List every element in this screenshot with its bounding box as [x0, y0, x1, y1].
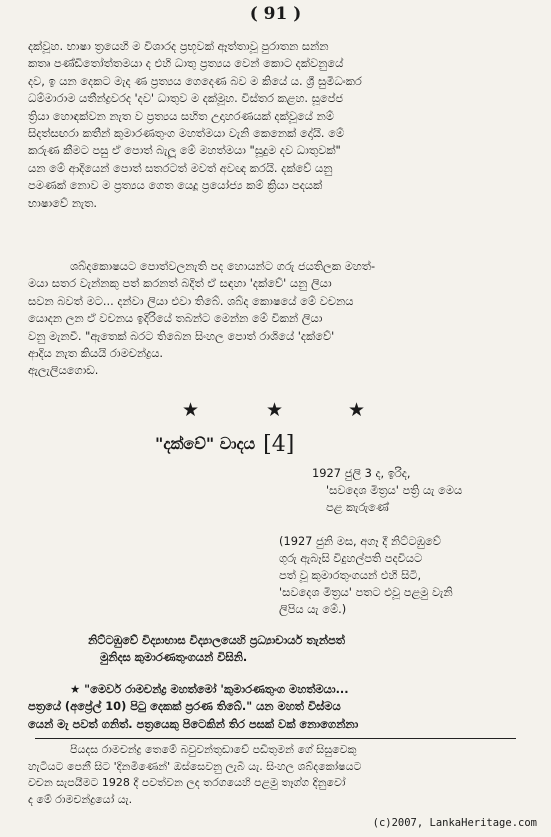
author-block: [88, 632, 345, 666]
paragraph-1: [28, 38, 533, 212]
text-line: දව, ඉ යන දෙකට මැද ණ ප්‍රත්‍යය ගෙදෙණ බව ම කියේ ය. ශ්‍රී සුමීධංකර: [28, 73, 362, 88]
text-line: මුනිදස කුමාරණතුංගයන් විසිනි.: [100, 650, 248, 664]
source-block: [312, 465, 462, 516]
text-line: පමණක් නොව ම ප්‍රත්‍යය ගෙත යෙදූ ප්‍රයෝජ්‍ය කම් ක්‍රියා පදයක්: [28, 178, 323, 193]
copyright-notice: (c)2007, LankaHeritage.com: [372, 817, 537, 829]
text-line: ලිපිය යැ මේ.): [279, 602, 347, 616]
note-block: [279, 533, 453, 618]
text-line: ත්‍රියා හොඳක්වන නැත ව ප්‍රත්‍යය සහිත උදාහරණයක් දක්වූයේ නම්: [28, 108, 334, 123]
paragraph-3: [28, 681, 533, 733]
text-line: හැටියට පෙනී සිට 'දිනමිණෙන්' ඔස්සෙවනු ලැබී යැ. සිංහල ශබ්දකෝෂයට: [28, 759, 362, 773]
text-line: වනු මැනවී. "ඇතෙක් බරට තිබෙන සිංහල පොත් රාශියේ 'දක්වේ': [28, 328, 335, 343]
text-line: 'සවදෙශ මිත්‍රය' පත්‍රි යැ මෙය: [326, 483, 463, 497]
text-line: භාෂාවේ නැත.: [28, 195, 98, 210]
text-line: කරුණ කීමට පසු ඒ පොත් බැලූ මේ මහත්මයා "සූදුම දව ධාතුවක්": [28, 143, 341, 158]
text-line: ධම්මාරාම යතීන්ද්‍රවරද 'දව' ධාතුව ම දක්මූහ. විස්තර කළහ. සූපේජ: [28, 91, 344, 106]
section-divider-stars: [0, 400, 551, 420]
text-line: 1927 ජුලි 3 ද, ඉරිද,: [312, 466, 411, 480]
text-line: පත් වූ කුමාරතුංගයන් එහි සිටි,: [279, 568, 422, 582]
text-line: දක්වූහ. භාෂා ත්‍රයෙහි ම විශාරද ප්‍රභූවක් ඈත්තාවූ පුරාතන සන්න: [28, 39, 329, 53]
section-number: [4]: [263, 432, 295, 457]
text-line: ගුරු ඇබෑසි විදුහල්පති පදවියට: [279, 551, 423, 565]
text-line: ආදිය නැත කියයි රාමචන්ද්‍රය.: [28, 346, 164, 361]
text-line: වචන සැපයීමට 1928 දී පවත්වන ලද තරගයෙහි පළමු තෑග්ග දිනුවෝ: [28, 776, 346, 789]
text-line: සවන බවත් මට... දන්වා ලියා එවා තිබේ. ශබ්ද කොෂයේ මේ වචනය: [28, 293, 354, 308]
star-icon: ★: [182, 399, 200, 421]
text-line: සිදත්සඟරා කතීන් කුමාරණතුංග මහත්මයා වැනි කෙනෙක් දෝයි. මේ: [28, 126, 345, 141]
paragraph-2: [28, 258, 533, 380]
star-icon: ★: [348, 399, 366, 421]
text-line: මයා සතර වැන්නකු පත් කරනත් බදිත් ඒ සඳහා 'දක්වේ' යනු ලියා: [28, 276, 332, 291]
star-icon: ★: [266, 399, 284, 421]
page-number: ( 91 ): [249, 4, 302, 24]
footnote: [28, 742, 533, 808]
text-line: යොදන ලන ඒ වචනය ඉදිරියේ තබන්ට මෙන්න මේ විකන් ලියා: [28, 311, 323, 326]
text-line: ඇලැලියගොඩ.: [28, 363, 99, 378]
text-line: නිට්ටඹුවේ විද්‍යාභාස විද්‍යාලයෙහි ප්‍රධ්‍යාචාර්ය තැන්පත්: [88, 633, 345, 647]
text-line: (1927 ජුනි මස, අගෑ දී නිට්ටඹුවේ: [279, 534, 441, 548]
section-title: "දක්වේ" වාදය: [155, 434, 256, 453]
text-line: පියදස රාමචන්ද්‍ර තෙමේ බවුවන්තුඩාවේ පඩිතුමන් ගේ සිසුවෙකු: [70, 743, 357, 756]
text-line: 'සවදෙශ මිත්‍රය' පතට එවූ පළමු වැනි: [279, 585, 453, 599]
text-line: යන මේ ආදියෙන් පොත් සතරටත් මවත් අවඥ කරයි. දක්වේ යනු: [28, 160, 333, 175]
text-line: ශබ්දකොෂයට පොත්වලනැති පද හොයන්ට ගරු ජයතිලක මහත්-: [70, 259, 376, 273]
text-line: ද මේ රාමචන්ද්‍රයෝ යැ.: [28, 792, 133, 806]
section-heading: [155, 432, 294, 457]
text-line: ★ "මෙවර් රාමචන්ද්‍ර මහත්මෝ 'කුමාරණතුංග මහත්මයා...: [70, 682, 349, 696]
footnote-divider: [35, 738, 516, 739]
text-line: පත්‍රයේ (අප්‍රේල් 10) පිටු දෙකක් ප්‍රරණ තිබේ." යන මහත් විස්මය: [28, 699, 341, 714]
text-line: කතෘ පණ්ඩිතෝත්තමයා ද එහි ධාතු ප්‍රත්‍යය වෙන් කොට දක්වනුයේ: [28, 56, 344, 71]
text-line: පළ කැරුණේ: [326, 500, 389, 514]
text-line: යෙන් මැ පවත් ගනිත්. පත්‍රයෙකු පිටෙකින් තිර පසක් වක් නොගෙන්නා: [28, 716, 359, 731]
